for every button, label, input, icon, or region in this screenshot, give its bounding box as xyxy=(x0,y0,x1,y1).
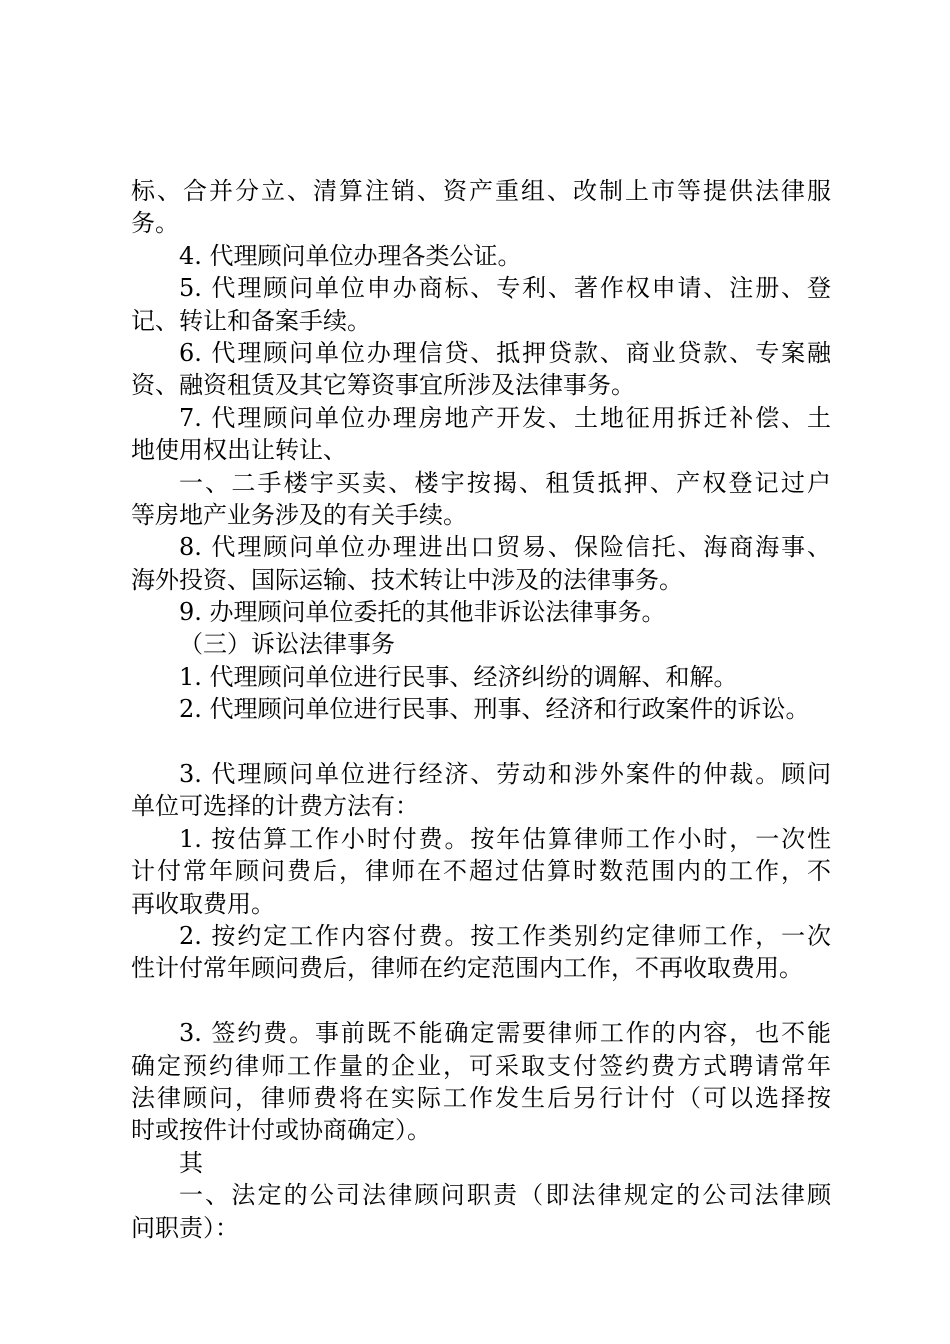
text-line: 2. 代理顾问单位进行民事、刑事、经济和行政案件的诉讼。 xyxy=(179,695,810,724)
text-line: 6. 代理顾问单位办理信贷、抵押贷款、商业贷款、专案融 xyxy=(179,338,831,367)
text-line: 海外投资、国际运输、技术转让中涉及的法律事务。 xyxy=(131,565,683,594)
text-line: 资、融资租赁及其它筹资事宜所涉及法律事务。 xyxy=(131,371,635,400)
text-line: 确定预约律师工作量的企业，可采取支付签约费方式聘请常年 xyxy=(131,1051,831,1080)
text-line: 务。 xyxy=(131,209,179,238)
text-line: 5. 代理顾问单位申办商标、专利、著作权申请、注册、登 xyxy=(179,274,831,303)
text-line: 等房地产业务涉及的有关手续。 xyxy=(131,500,467,529)
text-line: 1. 代理顾问单位进行民事、经济纠纷的调解、和解。 xyxy=(179,662,738,691)
text-line: 3. 签约费。事前既不能确定需要律师工作的内容，也不能 xyxy=(179,1019,831,1048)
text-line: 其 xyxy=(179,1148,203,1177)
text-line: 9. 办理顾问单位委托的其他非诉讼法律事务。 xyxy=(179,598,666,627)
text-line: 4. 代理顾问单位办理各类公证。 xyxy=(179,241,522,270)
text-line: 法律顾问，律师费将在实际工作发生后另行计付（可以选择按 xyxy=(131,1083,831,1112)
text-line: 问职责）： xyxy=(131,1213,239,1242)
text-line: 7. 代理顾问单位办理房地产开发、土地征用拆迁补偿、土 xyxy=(179,403,831,432)
text-line: 标、合并分立、清算注销、资产重组、改制上市等提供法律服 xyxy=(131,177,831,205)
text-line: 8. 代理顾问单位办理进出口贸易、保险信托、海商海事、 xyxy=(179,533,831,562)
text-line: 地使用权出让转让、 xyxy=(131,436,347,465)
text-line: 时或按件计付或协商确定）。 xyxy=(131,1116,431,1145)
section-heading: （三）诉讼法律事务 xyxy=(179,630,395,659)
text-line: 性计付常年顾问费后，律师在约定范围内工作，不再收取费用。 xyxy=(131,954,803,983)
text-line: 记、转让和备案手续。 xyxy=(131,306,371,335)
text-line: 一、二手楼宇买卖、楼宇按揭、租赁抵押、产权登记过户 xyxy=(179,468,831,497)
text-line: 单位可选择的计费方法有： xyxy=(131,792,419,821)
text-line: 3. 代理顾问单位进行经济、劳动和涉外案件的仲裁。顾问 xyxy=(179,760,831,789)
document-page xyxy=(131,175,851,1244)
section-heading: 一、法定的公司法律顾问职责（即法律规定的公司法律顾 xyxy=(179,1181,831,1210)
text-line: 2. 按约定工作内容付费。按工作类别约定律师工作，一次 xyxy=(179,921,831,950)
text-line: 再收取费用。 xyxy=(131,889,275,918)
blank-line xyxy=(131,985,851,1017)
text-line: 1. 按估算工作小时付费。按年估算律师工作小时，一次性 xyxy=(179,824,831,853)
text-line: 计付常年顾问费后，律师在不超过估算时数范围内的工作，不 xyxy=(131,857,831,886)
blank-line xyxy=(131,726,851,758)
